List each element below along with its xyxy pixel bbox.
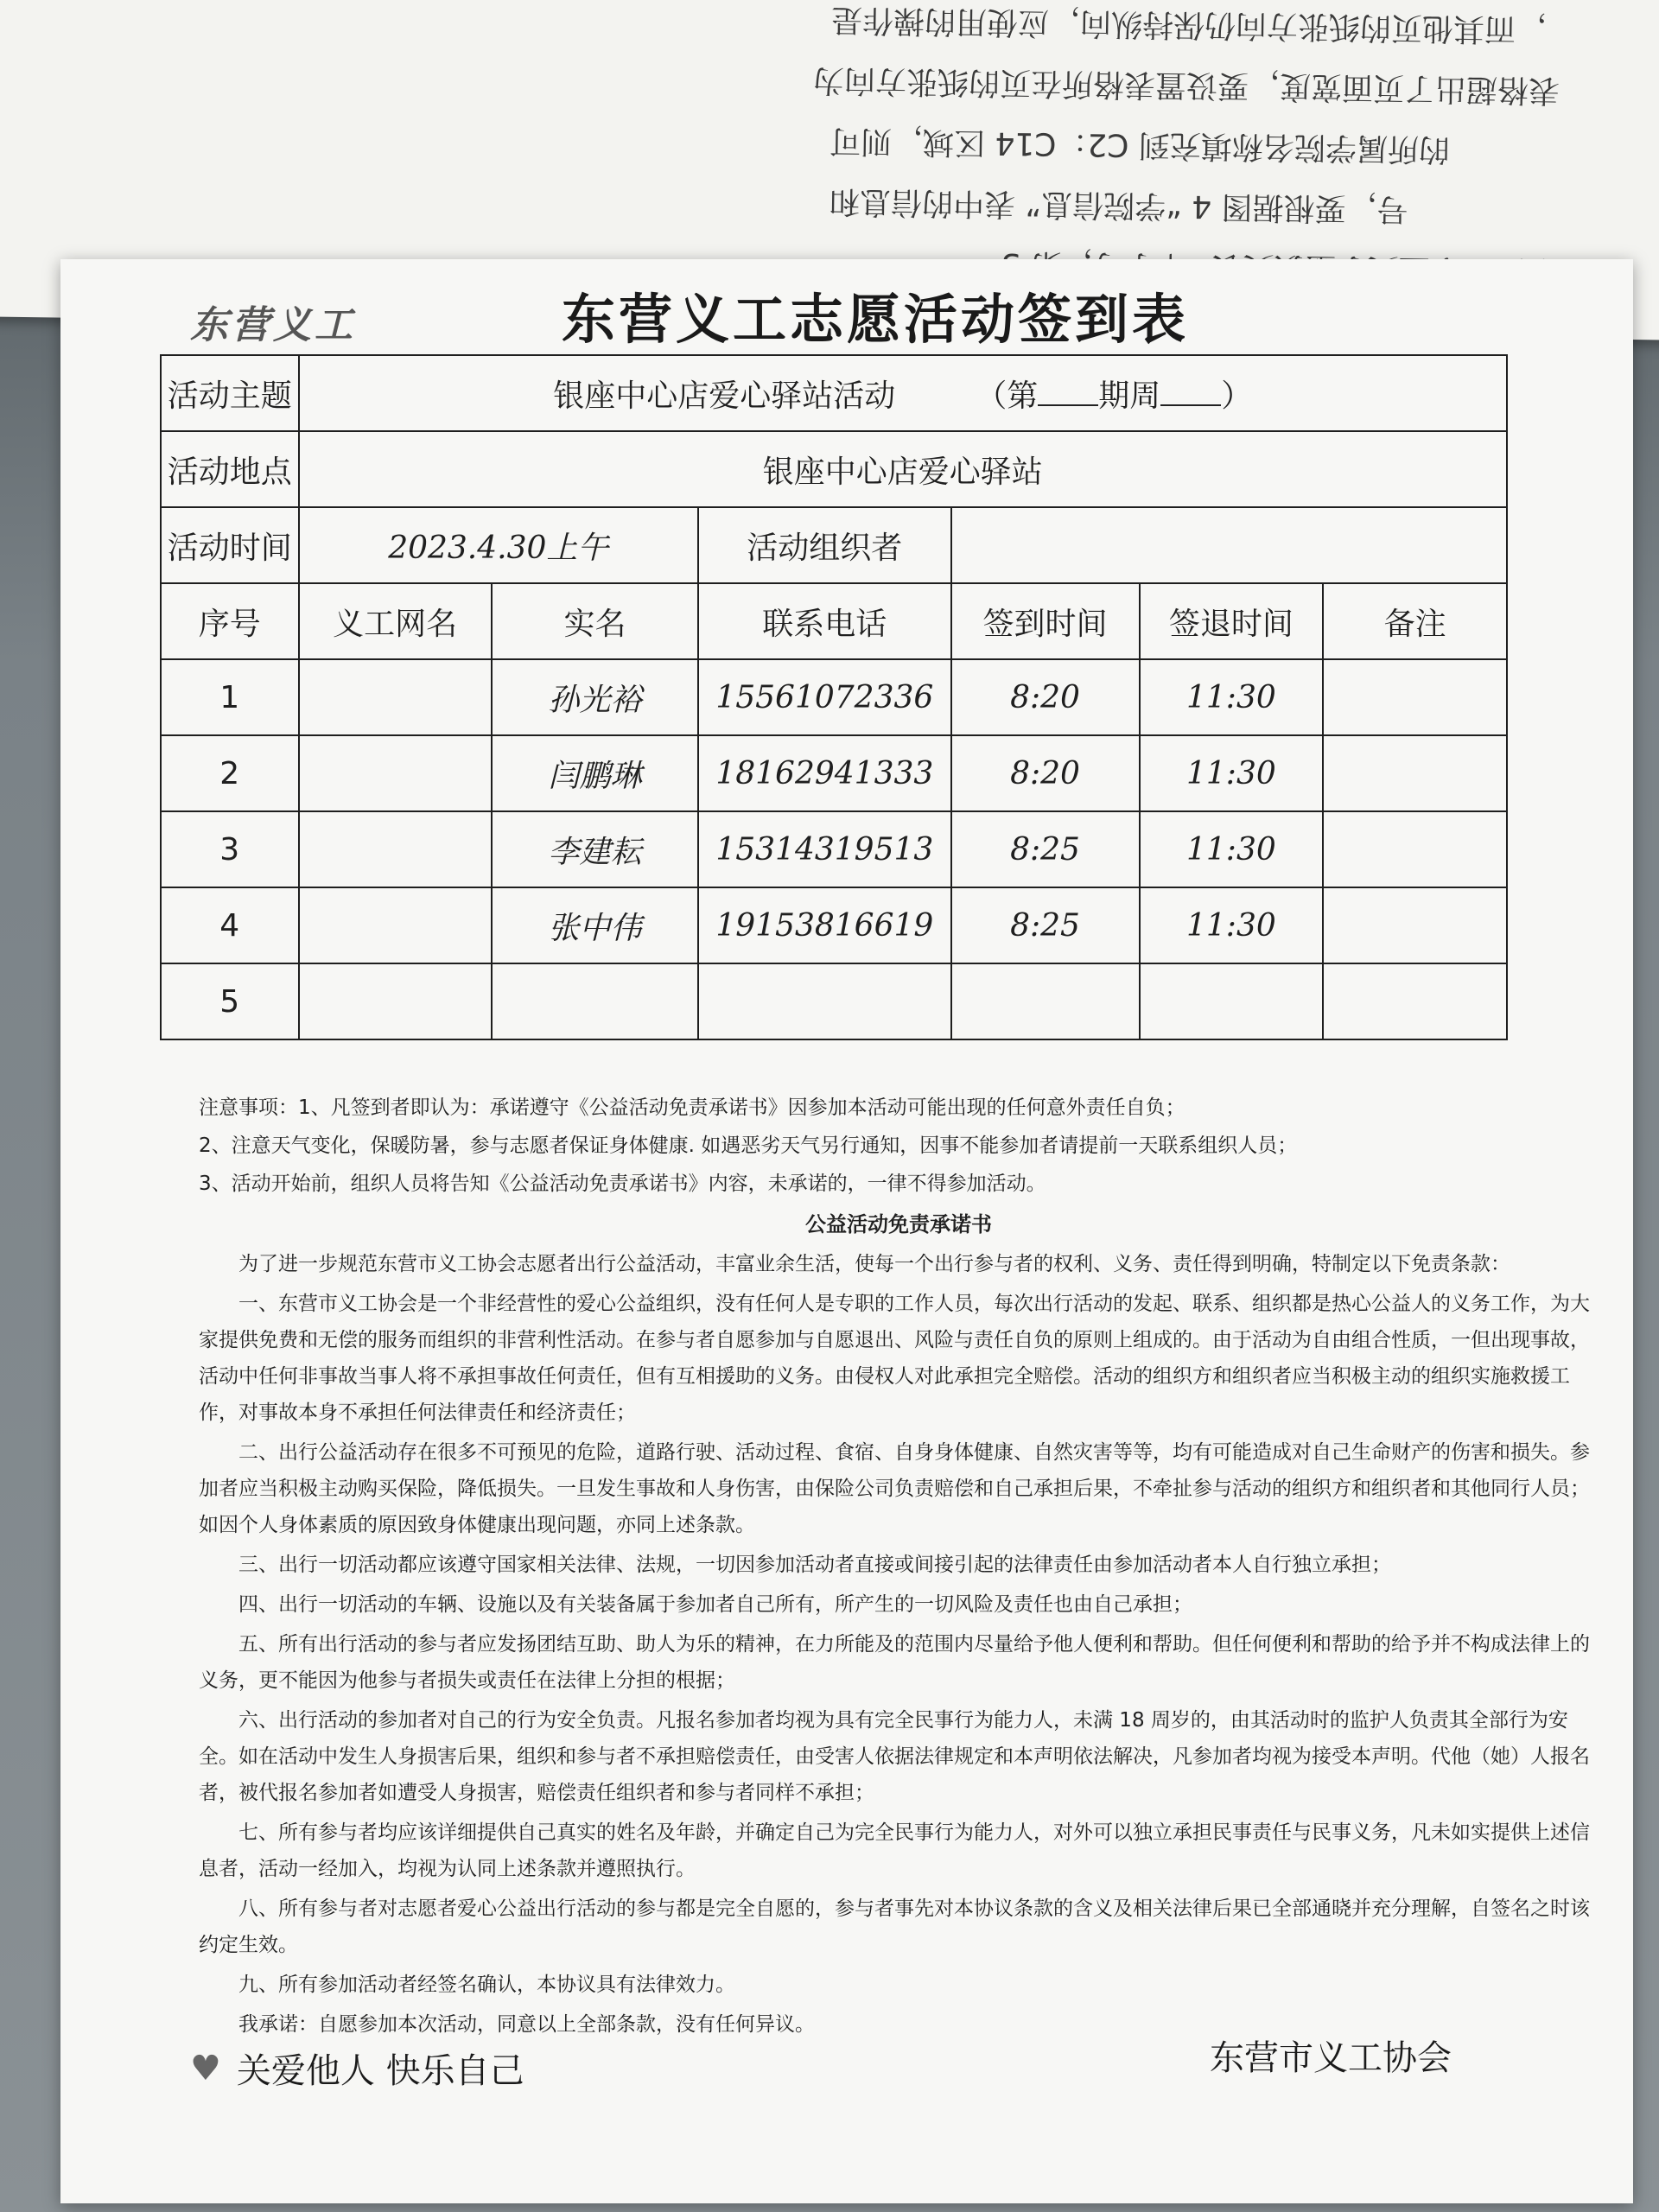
period-suffix: ）	[1221, 378, 1253, 414]
column-header: 签退时间	[1140, 583, 1324, 659]
notices-section	[199, 1089, 1599, 2046]
page-title: 东营义工志愿活动签到表	[562, 288, 1190, 351]
sign-in-time-cell[interactable]: 8:25	[951, 887, 1140, 963]
table-row	[161, 887, 1507, 963]
phone-cell[interactable]: 19153816619	[698, 887, 950, 963]
weekday-blank[interactable]	[1160, 404, 1221, 406]
nickname-cell[interactable]	[299, 735, 492, 811]
sign-out-time-cell[interactable]	[1140, 963, 1324, 1039]
sign-in-sheet	[60, 259, 1633, 2203]
sign-out-time-cell[interactable]: 11:30	[1140, 887, 1324, 963]
footer-org: 东营市义工协会	[1210, 2038, 1452, 2078]
real-name-cell[interactable]: 孙光裕	[492, 659, 698, 735]
sign-in-table	[160, 354, 1508, 1040]
waiver-clause: 六、出行活动的参加者对自己的行为安全负责。凡报名参加者均视为具有完全民事行为能力人，未满 18 周岁的，由其活动时的监护人负责其全部行为安全。如在活动中发生人身损害后果，组织和参与者不承担赔偿责任，由受害人依据法律规定和本声明依法解决，凡参加者均视为接受本声明。代他（她）人报名者，被代报名参加者如遭受人身损害，赔偿责任组织者和参与者同样不承担；	[199, 1709, 1590, 1804]
organizer-label: 活动组织者	[698, 507, 950, 583]
waiver-clause: 五、所有出行活动的参与者应发扬团结互助、助人为乐的精神，在力所能及的范围内尽量给予他人便利和帮助。但任何便利和帮助的给予并不构成法律上的义务，更不能因为他参与者损失或责任在法律上分担的根据；	[199, 1633, 1590, 1692]
sign-in-time-cell[interactable]: 8:20	[951, 659, 1140, 735]
table-row	[161, 811, 1507, 887]
waiver-clause: 三、出行一切活动都应该遵守国家相关法律、法规，一切因参加活动者直接或间接引起的法律责任由参加活动者本人自行独立承担；	[238, 1554, 1391, 1576]
nickname-cell[interactable]	[299, 659, 492, 735]
time-row	[161, 507, 1507, 583]
phone-cell[interactable]	[698, 963, 950, 1039]
header-row	[161, 583, 1507, 659]
column-header: 义工网名	[299, 583, 492, 659]
period-prefix: （第	[976, 378, 1039, 414]
prev-page-line: 的所属学院名称填充到 C2：C14 区域，则可	[829, 123, 1451, 168]
row-number: 4	[161, 887, 299, 963]
phone-cell[interactable]: 15561072336	[698, 659, 950, 735]
waiver-title: 公益活动免责承诺书	[805, 1212, 992, 1236]
waiver-pledge: 我承诺：自愿参加本次活动，同意以上全部条款，没有任何异议。	[238, 2013, 815, 2036]
theme-value: 银座中心店爱心驿站活动	[553, 378, 896, 414]
waiver-intro: 为了进一步规范东营市义工协会志愿者出行公益活动，丰富业余生活，使每一个出行参与者的权利、义务、责任得到明确，特制定以下免责条款：	[238, 1253, 1510, 1275]
sign-in-time-cell[interactable]: 8:25	[951, 811, 1140, 887]
sign-out-time-cell[interactable]: 11:30	[1140, 811, 1324, 887]
waiver-clause: 七、所有参与者均应该详细提供自己真实的姓名及年龄，并确定自己为完全民事行为能力人，对外可以独立承担民事责任与民事义务，凡未如实提供上述信息者，活动一经加入，均视为认同上述条款并遵照执行。	[199, 1821, 1590, 1880]
sign-out-time-cell[interactable]: 11:30	[1140, 659, 1324, 735]
table-row	[161, 659, 1507, 735]
slogan-text: 关爱他人 快乐自己	[236, 2051, 524, 2091]
nickname-cell[interactable]	[299, 887, 492, 963]
real-name-cell[interactable]: 李建耘	[492, 811, 698, 887]
row-number: 5	[161, 963, 299, 1039]
waiver-clause: 八、所有参与者对志愿者爱心公益出行活动的参与都是完全自愿的，参与者事先对本协议条款的含义及相关法律后果已全部通晓并充分理解，自签名之时该约定生效。	[199, 1897, 1590, 1956]
location-label: 活动地点	[161, 431, 299, 507]
theme-value-cell	[299, 355, 1507, 431]
theme-label: 活动主题	[161, 355, 299, 431]
column-header: 实名	[492, 583, 698, 659]
prev-page-line: ，而其他页的纸张方向仍保持纵向，应使用的操作是	[830, 2, 1548, 48]
waiver-clause: 二、出行公益活动存在很多不可预见的危险，道路行驶、活动过程、食宿、自身身体健康、自然灾害等等，均有可能造成对自己生命财产的伤害和损失。参加者应当积极主动购买保险，降低损失。一旦发生事故和人身伤害，由保险公司负责赔偿和自己承担后果，不牵扯参与活动的组织方和组织者和其他同行人员；如因个人身体素质的原因致身体健康出现问题，亦同上述条款。	[199, 1441, 1590, 1536]
column-header: 序号	[161, 583, 299, 659]
column-header: 备注	[1323, 583, 1507, 659]
waiver-clause: 一、东营市义工协会是一个非经营性的爱心公益组织，没有任何人是专职的工作人员，每次出行活动的发起、联系、组织都是热心公益人的义务工作，为大家提供免费和无偿的服务而组织的非营利性活动。在参与者自愿参加与自愿退出、风险与责任自负的原则上组成的。由于活动为自由组合性质，一但出现事故，活动中任何非事故当事人将不承担事故任何责任，但有互相援助的义务。由侵权人对此承担完全赔偿。活动的组织方和组织者应当积极主动的组织实施救援工作，对事故本身不承担任何法律责任和经济责任；	[199, 1293, 1590, 1424]
period-mid: 期周	[1098, 378, 1161, 414]
row-number: 1	[161, 659, 299, 735]
org-logo: 东营义工	[190, 303, 356, 347]
location-value: 银座中心店爱心驿站	[299, 431, 1507, 507]
notice-item: 3、活动开始前，组织人员将告知《公益活动免责承诺书》内容，未承诺的，一律不得参加活动。	[199, 1173, 1046, 1195]
note-cell[interactable]	[1323, 811, 1507, 887]
note-cell[interactable]	[1323, 887, 1507, 963]
row-number: 3	[161, 811, 299, 887]
table-row	[161, 735, 1507, 811]
real-name-cell[interactable]: 张中伟	[492, 887, 698, 963]
heart-icon: ♥	[190, 2048, 221, 2088]
time-label: 活动时间	[161, 507, 299, 583]
waiver-clause: 九、所有参加活动者经签名确认，本协议具有法律效力。	[238, 1974, 735, 1996]
table-row	[161, 963, 1507, 1039]
note-cell[interactable]	[1323, 735, 1507, 811]
sign-in-time-cell[interactable]	[951, 963, 1140, 1039]
organizer-value[interactable]	[951, 507, 1507, 583]
sign-out-time-cell[interactable]: 11:30	[1140, 735, 1324, 811]
location-row	[161, 431, 1507, 507]
real-name-cell[interactable]	[492, 963, 698, 1039]
real-name-cell[interactable]: 闫鹏琳	[492, 735, 698, 811]
theme-row	[161, 355, 1507, 431]
row-number: 2	[161, 735, 299, 811]
footer-slogan	[190, 2044, 524, 2093]
note-cell[interactable]	[1323, 659, 1507, 735]
waiver-clause: 四、出行一切活动的车辆、设施以及有关装备属于参加者自己所有，所产生的一切风险及责任也由自己承担；	[238, 1593, 1192, 1616]
column-header: 签到时间	[951, 583, 1140, 659]
prev-page-line: 号，要根据图 4 “学院信息” 表中的信息和	[828, 182, 1408, 227]
time-value[interactable]: 2023.4.30上午	[299, 507, 699, 583]
sign-in-time-cell[interactable]: 8:20	[951, 735, 1140, 811]
notice-item: 注意事项：1、凡签到者即认为：承诺遵守《公益活动免责承诺书》因参加本活动可能出现的任何意外责任自负；	[199, 1096, 1185, 1119]
prev-page-line: 表格超出了页面宽度，要设置表格所在页的纸张方向为	[812, 61, 1560, 108]
column-header: 联系电话	[698, 583, 950, 659]
note-cell[interactable]	[1323, 963, 1507, 1039]
week-number-blank[interactable]	[1038, 404, 1098, 406]
nickname-cell[interactable]	[299, 963, 492, 1039]
notice-item: 2、注意天气变化，保暖防暑，参与志愿者保证身体健康. 如遇恶劣天气另行通知，因事不能参加者请提前一天联系组织人员；	[199, 1135, 1298, 1157]
nickname-cell[interactable]	[299, 811, 492, 887]
phone-cell[interactable]: 15314319513	[698, 811, 950, 887]
phone-cell[interactable]: 18162941333	[698, 735, 950, 811]
